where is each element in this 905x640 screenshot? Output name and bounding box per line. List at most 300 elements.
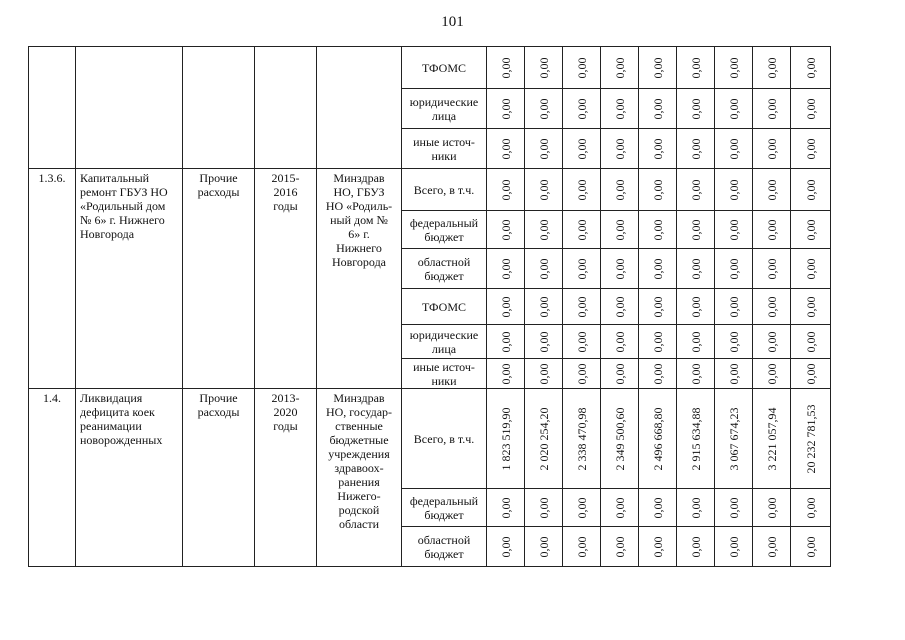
value-text: 0,00: [536, 98, 551, 119]
value-cell: [525, 389, 563, 489]
value-text: 0,00: [764, 57, 779, 78]
executor-line: Минздрав: [333, 391, 385, 405]
executor-line: НО, ГБУЗ: [333, 185, 385, 199]
value-cell: [487, 89, 525, 129]
value-cell: [677, 489, 715, 527]
source-cell: [402, 389, 487, 489]
value-cell: [639, 527, 677, 567]
source-cell: [402, 359, 487, 389]
value-cell: [563, 249, 601, 289]
value-text: 0,00: [688, 536, 703, 557]
value-cell: [791, 489, 831, 527]
value-cell: [601, 289, 639, 325]
source-label: бюджет: [424, 229, 464, 244]
value-cell: [487, 129, 525, 169]
value-text: 3 221 057,94: [764, 407, 779, 470]
value-cell: [525, 169, 563, 211]
empty-cell: [317, 47, 402, 169]
value-text: 0,00: [726, 98, 741, 119]
value-cell: [791, 169, 831, 211]
value-text: 0,00: [650, 536, 665, 557]
value-text: 0,00: [688, 296, 703, 317]
period-line: 2020: [273, 405, 298, 419]
value-text: 0,00: [612, 138, 627, 159]
source-label: ники: [431, 148, 457, 163]
executor-line: Нижнего: [336, 241, 382, 255]
value-cell: [753, 389, 791, 489]
value-text: 0,00: [612, 536, 627, 557]
item-name-line: новорожденных: [80, 433, 163, 447]
item-name-line: дефицита коек: [80, 405, 155, 419]
value-cell: [525, 249, 563, 289]
source-cell: [402, 169, 487, 211]
value-cell: [791, 389, 831, 489]
executor-line: НО «Родиль-: [325, 199, 393, 213]
value-text: 0,00: [574, 497, 589, 518]
value-cell: [639, 325, 677, 359]
executor-line: 6» г.: [348, 227, 370, 241]
value-text: 0,00: [612, 57, 627, 78]
value-text: 2 338 470,98: [574, 407, 589, 470]
item-code: 1.4.: [29, 389, 76, 567]
value-text: 0,00: [688, 179, 703, 200]
value-cell: [563, 389, 601, 489]
value-text: 0,00: [726, 296, 741, 317]
value-text: 0,00: [764, 497, 779, 518]
value-text: 0,00: [498, 179, 513, 200]
value-cell: [601, 489, 639, 527]
value-text: 2 349 500,60: [612, 407, 627, 470]
source-cell: [402, 289, 487, 325]
value-text: 0,00: [612, 98, 627, 119]
value-text: 0,00: [536, 138, 551, 159]
value-cell: [753, 47, 791, 89]
value-cell: [677, 169, 715, 211]
value-text: 0,00: [650, 363, 665, 384]
value-text: 0,00: [574, 363, 589, 384]
value-cell: [715, 325, 753, 359]
table-row: [29, 47, 831, 89]
value-cell: [487, 325, 525, 359]
value-cell: [563, 359, 601, 389]
value-text: 0,00: [612, 296, 627, 317]
value-text: 0,00: [803, 536, 818, 557]
executor-line: Минздрав: [333, 171, 385, 185]
value-text: 0,00: [498, 296, 513, 317]
value-cell: [715, 249, 753, 289]
value-text: 0,00: [726, 258, 741, 279]
value-cell: [753, 169, 791, 211]
value-text: 0,00: [612, 363, 627, 384]
source-cell: [402, 325, 487, 359]
value-cell: [601, 47, 639, 89]
period-line: 2013-: [271, 391, 300, 405]
executor-line: Новгорода: [331, 255, 387, 269]
value-cell: [487, 47, 525, 89]
executor-line: области: [338, 517, 380, 531]
executor-line: ственные: [335, 419, 383, 433]
value-text: 20 232 781,53: [803, 404, 818, 473]
value-cell: [791, 211, 831, 249]
value-text: 0,00: [574, 57, 589, 78]
executor: [317, 169, 402, 389]
value-cell: [791, 325, 831, 359]
value-text: 2 496 668,80: [650, 407, 665, 470]
value-cell: [753, 289, 791, 325]
source-label: федеральный: [409, 215, 479, 230]
value-text: 0,00: [498, 536, 513, 557]
expense-type-line: Прочие: [199, 171, 238, 185]
value-cell: [639, 47, 677, 89]
item-name-line: Капитальный: [80, 171, 150, 185]
value-text: 0,00: [536, 363, 551, 384]
value-text: 0,00: [650, 296, 665, 317]
executor-line: ранения: [338, 475, 380, 489]
value-cell: [753, 359, 791, 389]
value-cell: [525, 527, 563, 567]
value-cell: [715, 359, 753, 389]
value-cell: [601, 527, 639, 567]
value-cell: [525, 47, 563, 89]
value-text: 1 823 519,90: [498, 407, 513, 470]
source-label: ники: [431, 373, 457, 388]
value-text: 0,00: [726, 219, 741, 240]
value-text: 0,00: [726, 331, 741, 352]
value-cell: [715, 47, 753, 89]
value-cell: [487, 211, 525, 249]
value-cell: [791, 89, 831, 129]
value-cell: [791, 129, 831, 169]
value-text: 0,00: [650, 258, 665, 279]
value-cell: [601, 389, 639, 489]
value-cell: [525, 325, 563, 359]
value-text: 0,00: [498, 363, 513, 384]
value-text: 0,00: [574, 219, 589, 240]
source-label: бюджет: [424, 546, 464, 561]
value-cell: [487, 249, 525, 289]
empty-cell: [29, 47, 76, 169]
value-text: 0,00: [688, 258, 703, 279]
period-line: годы: [273, 419, 298, 433]
value-text: 0,00: [536, 219, 551, 240]
value-cell: [715, 211, 753, 249]
value-text: 0,00: [688, 497, 703, 518]
value-text: 0,00: [803, 138, 818, 159]
value-text: 0,00: [612, 179, 627, 200]
value-text: 0,00: [498, 219, 513, 240]
source-cell: [402, 527, 487, 567]
source-label: ТФОМС: [421, 299, 467, 314]
value-text: 0,00: [574, 258, 589, 279]
value-text: 0,00: [726, 138, 741, 159]
executor: [317, 389, 402, 567]
value-text: 0,00: [764, 331, 779, 352]
empty-cell: [183, 47, 255, 169]
value-text: 0,00: [650, 331, 665, 352]
value-text: 0,00: [536, 258, 551, 279]
value-text: 0,00: [612, 219, 627, 240]
value-cell: [715, 129, 753, 169]
value-cell: [601, 249, 639, 289]
source-label: областной: [417, 532, 471, 547]
value-text: 0,00: [612, 497, 627, 518]
value-text: 0,00: [803, 363, 818, 384]
value-cell: [601, 129, 639, 169]
executor-line: ный дом №: [330, 213, 388, 227]
source-label: Всего, в т.ч.: [413, 431, 475, 446]
value-text: 0,00: [764, 296, 779, 317]
value-cell: [525, 89, 563, 129]
value-cell: [677, 527, 715, 567]
value-text: 0,00: [803, 331, 818, 352]
expense-type-line: Прочие: [199, 391, 238, 405]
value-text: 0,00: [688, 138, 703, 159]
value-text: 0,00: [726, 57, 741, 78]
value-cell: [791, 527, 831, 567]
value-text: 0,00: [726, 536, 741, 557]
value-cell: [525, 289, 563, 325]
source-label: лица: [431, 108, 457, 123]
value-cell: [639, 389, 677, 489]
value-cell: [753, 129, 791, 169]
item-name-line: № 6» г. Нижнего: [80, 213, 165, 227]
executor-line: НО, государ-: [325, 405, 393, 419]
value-text: 0,00: [764, 363, 779, 384]
value-text: 0,00: [726, 179, 741, 200]
empty-cell: [76, 47, 183, 169]
value-text: 0,00: [726, 363, 741, 384]
source-cell: [402, 129, 487, 169]
value-cell: [791, 289, 831, 325]
value-cell: [753, 325, 791, 359]
source-label: Всего, в т.ч.: [413, 182, 475, 197]
value-text: 0,00: [498, 138, 513, 159]
value-text: 0,00: [688, 363, 703, 384]
value-cell: [639, 289, 677, 325]
value-cell: [753, 89, 791, 129]
value-text: 0,00: [650, 98, 665, 119]
value-text: 0,00: [612, 331, 627, 352]
value-cell: [639, 129, 677, 169]
value-cell: [563, 489, 601, 527]
expense-type: [183, 169, 255, 389]
value-cell: [525, 489, 563, 527]
value-cell: [601, 169, 639, 211]
value-cell: [525, 359, 563, 389]
value-text: 0,00: [764, 98, 779, 119]
value-text: 0,00: [574, 536, 589, 557]
item-name-line: реанимации: [80, 419, 142, 433]
source-cell: [402, 89, 487, 129]
value-cell: [753, 249, 791, 289]
value-cell: [487, 359, 525, 389]
value-text: 0,00: [574, 138, 589, 159]
value-cell: [677, 89, 715, 129]
value-text: 0,00: [764, 179, 779, 200]
source-cell: [402, 249, 487, 289]
value-cell: [791, 47, 831, 89]
value-cell: [487, 489, 525, 527]
source-label: юридические: [409, 94, 479, 109]
period-line: 2016: [273, 185, 298, 199]
value-cell: [601, 325, 639, 359]
value-cell: [639, 489, 677, 527]
value-cell: [563, 129, 601, 169]
value-text: 0,00: [650, 57, 665, 78]
value-cell: [639, 169, 677, 211]
value-text: 0,00: [536, 536, 551, 557]
value-text: 0,00: [764, 258, 779, 279]
value-text: 0,00: [803, 497, 818, 518]
value-cell: [563, 527, 601, 567]
value-text: 0,00: [803, 219, 818, 240]
page-number: 101: [441, 14, 464, 30]
source-cell: [402, 211, 487, 249]
value-text: 2 020 254,20: [536, 407, 551, 470]
executor-line: здравоох-: [334, 461, 384, 475]
expense-type-line: расходы: [197, 405, 240, 419]
value-cell: [791, 359, 831, 389]
item-name: [76, 169, 183, 389]
value-cell: [677, 47, 715, 89]
value-cell: [563, 47, 601, 89]
period-line: годы: [273, 199, 298, 213]
value-cell: [601, 211, 639, 249]
executor-line: учреждения: [328, 447, 390, 461]
item-name-line: «Родильный дом: [80, 199, 166, 213]
value-cell: [715, 389, 753, 489]
value-text: 0,00: [498, 331, 513, 352]
value-text: 0,00: [650, 497, 665, 518]
period: [255, 169, 317, 389]
value-text: 0,00: [574, 331, 589, 352]
value-text: 0,00: [574, 179, 589, 200]
item-name-line: Ликвидация: [80, 391, 143, 405]
value-cell: [677, 325, 715, 359]
value-cell: [677, 249, 715, 289]
value-cell: [715, 289, 753, 325]
value-text: 0,00: [764, 219, 779, 240]
value-text: 2 915 634,88: [688, 407, 703, 470]
value-cell: [487, 527, 525, 567]
period: [255, 389, 317, 567]
value-cell: [677, 389, 715, 489]
value-cell: [639, 359, 677, 389]
value-cell: [563, 211, 601, 249]
value-cell: [677, 129, 715, 169]
empty-cell: [255, 47, 317, 169]
value-text: 0,00: [574, 296, 589, 317]
value-text: 0,00: [650, 138, 665, 159]
value-text: 0,00: [498, 98, 513, 119]
value-text: 0,00: [498, 497, 513, 518]
period-line: 2015-: [271, 171, 300, 185]
item-name-line: Новгорода: [80, 227, 135, 241]
value-text: 0,00: [803, 296, 818, 317]
source-cell: [402, 47, 487, 89]
value-text: 0,00: [612, 258, 627, 279]
value-cell: [753, 489, 791, 527]
source-label: иные источ-: [413, 359, 475, 374]
value-cell: [677, 211, 715, 249]
source-label: ТФОМС: [421, 60, 467, 75]
source-label: областной: [417, 254, 471, 269]
value-text: 0,00: [498, 57, 513, 78]
value-text: 0,00: [536, 179, 551, 200]
value-text: 0,00: [498, 258, 513, 279]
value-cell: [563, 89, 601, 129]
item-name-line: ремонт ГБУЗ НО: [80, 185, 168, 199]
source-label: федеральный: [409, 493, 479, 508]
value-text: 0,00: [574, 98, 589, 119]
value-cell: [487, 289, 525, 325]
value-cell: [715, 169, 753, 211]
value-cell: [791, 249, 831, 289]
value-cell: [677, 359, 715, 389]
source-label: лица: [431, 341, 457, 356]
value-text: 0,00: [803, 98, 818, 119]
source-label: юридические: [409, 327, 479, 342]
source-label: бюджет: [424, 507, 464, 522]
expense-type-line: расходы: [197, 185, 240, 199]
value-text: 0,00: [764, 536, 779, 557]
value-cell: [639, 249, 677, 289]
item-name: [76, 389, 183, 567]
value-text: 0,00: [536, 57, 551, 78]
value-cell: [601, 359, 639, 389]
value-cell: [563, 289, 601, 325]
source-label: бюджет: [424, 268, 464, 283]
value-text: 0,00: [650, 179, 665, 200]
table-row: [29, 169, 831, 211]
budget-table: [28, 46, 831, 567]
value-text: 0,00: [688, 219, 703, 240]
value-cell: [753, 211, 791, 249]
value-text: 0,00: [764, 138, 779, 159]
source-label: иные источ-: [413, 134, 475, 149]
value-text: 0,00: [536, 331, 551, 352]
value-cell: [563, 325, 601, 359]
value-text: 3 067 674,23: [726, 407, 741, 470]
value-text: 0,00: [650, 219, 665, 240]
value-cell: [601, 89, 639, 129]
source-cell: [402, 489, 487, 527]
value-cell: [487, 389, 525, 489]
table-row: [29, 389, 831, 489]
value-cell: [639, 89, 677, 129]
executor-line: бюджетные: [329, 433, 389, 447]
value-cell: [525, 211, 563, 249]
executor-line: родской: [338, 503, 380, 517]
value-text: 0,00: [726, 497, 741, 518]
value-text: 0,00: [803, 57, 818, 78]
executor-line: Нижего-: [337, 489, 381, 503]
value-cell: [525, 129, 563, 169]
value-cell: [753, 527, 791, 567]
value-text: 0,00: [803, 258, 818, 279]
value-cell: [563, 169, 601, 211]
item-code: 1.3.6.: [29, 169, 76, 389]
value-text: 0,00: [803, 179, 818, 200]
expense-type: [183, 389, 255, 567]
value-text: 0,00: [688, 57, 703, 78]
value-cell: [715, 527, 753, 567]
value-text: 0,00: [536, 296, 551, 317]
value-cell: [639, 211, 677, 249]
value-cell: [715, 89, 753, 129]
value-cell: [487, 169, 525, 211]
value-text: 0,00: [536, 497, 551, 518]
